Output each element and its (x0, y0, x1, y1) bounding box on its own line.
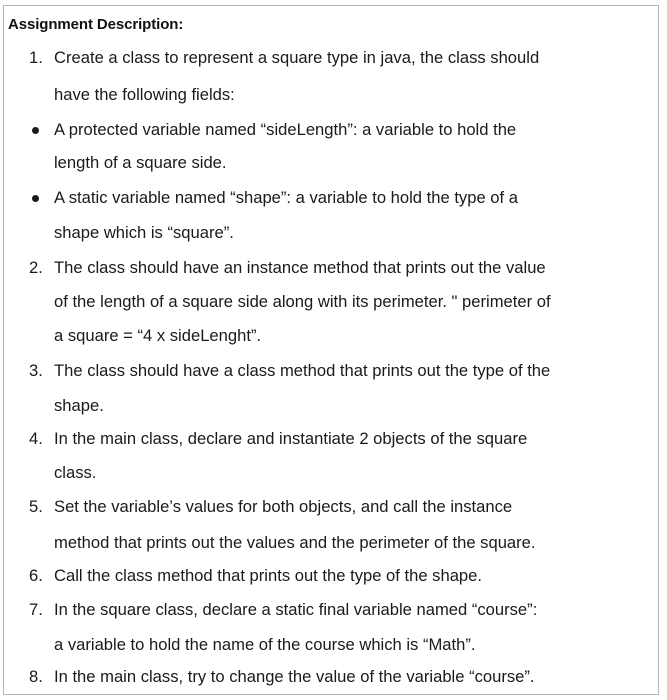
item-2-line-2: of the length of a square side along with its perimeter. " perimeter of (54, 292, 551, 311)
bullet-1-line-1: A protected variable named “sideLength”: a variable to hold the (54, 120, 517, 139)
item-1-line-2: have the following fields: (54, 85, 235, 104)
item-7-line-2: a variable to hold the name of the course which is “Math”. (54, 635, 476, 654)
item-number-6: 6. (29, 566, 43, 585)
item-3-line-2: shape. (54, 396, 104, 415)
item-number-5: 5. (29, 497, 43, 516)
item-5-line-2: method that prints out the values and the perimeter of the square. (54, 533, 536, 552)
assignment-heading: Assignment Description: (8, 16, 184, 33)
item-number-3: 3. (29, 361, 43, 380)
bullet-2-line-2: shape which is “square”. (54, 223, 234, 242)
item-3-line-1: The class should have a class method that prints out the type of the (54, 361, 551, 380)
item-1-line-1: Create a class to represent a square type in java, the class should (54, 48, 540, 67)
item-number-4: 4. (29, 429, 43, 448)
item-2-line-3: a square = “4 x sideLenght”. (54, 326, 262, 345)
item-number-8: 8. (29, 667, 43, 686)
item-4-line-2: class. (54, 463, 97, 482)
item-4-line-1: In the main class, declare and instantiate 2 objects of the square (54, 429, 528, 448)
item-number-2: 2. (29, 258, 43, 277)
item-7-line-1: In the square class, declare a static final variable named “course”: (54, 600, 538, 619)
bullet-1-line-2: length of a square side. (54, 153, 227, 172)
bullet-2-line-1: A static variable named “shape”: a variable to hold the type of a (54, 188, 518, 207)
item-6-line-1: Call the class method that prints out the type of the shape. (54, 566, 483, 585)
item-number-7: 7. (29, 600, 43, 619)
item-5-line-1: Set the variable’s values for both objects, and call the instance (54, 497, 513, 516)
item-2-line-1: The class should have an instance method that prints out the value (54, 258, 546, 277)
assignment-box (3, 5, 659, 695)
bullet-icon (32, 127, 39, 134)
item-number-1: 1. (29, 48, 43, 67)
item-8-line-1: In the main class, try to change the value of the variable “course”. (54, 667, 535, 686)
bullet-icon (32, 195, 39, 202)
